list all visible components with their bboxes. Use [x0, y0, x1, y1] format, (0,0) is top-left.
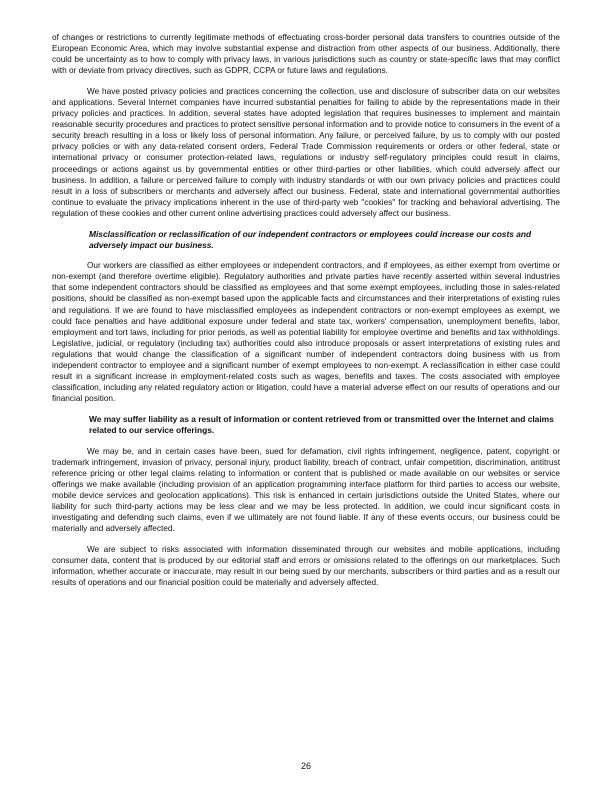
heading-misclassification: Misclassification or reclassification of our independent contractors or employees could increase our costs and adversely impact our business.: [89, 228, 532, 250]
paragraph-data-transfers: of changes or restrictions to currently legitimate methods of effectuating cross-border personal data transfers to countries outside of the European Economic Area, which may involve substantial expense and distraction from other aspects of our business. Additionally, there could be uncertainty as to how to comply with privacy laws, in various jurisdictions such as country or state-specific laws that may conflict with or deviate from privacy directives, such as GDPR, CCPA or future laws and regulations.: [52, 33, 560, 76]
page-number: 26: [300, 761, 311, 771]
heading-liability: We may suffer liability as a result of information or content retrieved from or transmitted over the Internet and claims related to our service offerings.: [89, 413, 554, 435]
paragraph-information-risks: We are subject to risks associated with information disseminated through our websites and mobile applications, including consumer data, content that is produced by our editorial staff and errors or omissions related to the offerings on our marketplaces. Such information, whether accurate or inaccurate, may result in our being sued by our merchants, subscribers or third parties and as a result our results of operations and our financial position could be materially and adversely affected.: [52, 544, 560, 588]
paragraph-privacy-policies: We have posted privacy policies and practices concerning the collection, use and disclosure of subscriber data on our websites and applications. Several Internet companies have incurred substantial penalties for failing to abide by the representations made in their privacy policies and practices. In addition, several states have adopted legislation that requires businesses to implement and maintain reasonable security procedures and practices to protect sensitive personal information and to provide notice to consumers in the event of a security breach resulting in a loss or likely loss of personal information. Any failure, or perceived failure, by us to comply with our posted privacy policies or with any data-related consent orders, Federal Trade Commission requirements or orders or other federal, state or international privacy or consumer protection-related laws, regulations or industry self-regulatory principles could result in claims, proceedings or actions against us by governmental entities or other third-parties or other liabilities, which could adversely affect our business. In addition, a failure or perceived failure to comply with industry standards or with our own privacy policies and practices could result in a loss of subscribers or merchants and adversely affect our business. Federal, state and international governmental authorities continue to evaluate the privacy implications inherent in the use of third-party web "cookies" for tracking and behavioral advertising. The regulation of these cookies and other current online advertising practices could adversely affect our business.: [52, 86, 560, 218]
paragraph-legal-claims: We may be, and in certain cases have been, sued for defamation, civil rights infringement, negligence, patent, copyright or trademark infringement, invasion of privacy, personal injury, product liability, breach of contract, unfair competition, discrimination, antitrust reference pricing or other legal claims relating to information or content that is published or made available on our websites or service offerings we make available (including provision of an application programming interface platform for third parties to access our website, mobile device services and geolocation applications). This risk is enhanced in certain jurisdictions outside the United States, where our liability for such third-party actions may be less clear and we may be less protected. In addition, we could incur significant costs in investigating and defending such claims, even if we ultimately are not found liable. If any of these events occurs, our business could be materially and adversely affected.: [52, 446, 560, 534]
paragraph-worker-classification: Our workers are classified as either employees or independent contractors, and if employees, as either exempt from overtime or non-exempt (and therefore overtime eligible). Regulatory authorities and private parties have recently asserted within several industries that some independent contractors should be classified as employees and that some exempt employees, including those in sales-related positions, should be classified as non-exempt based upon the applicable facts and circumstances and their interpretations of existing rules and regulations. If we are found to have misclassified employees as independent contractors or non-exempt employees as exempt, we could face penalties and have additional exposure under federal and state tax, workers' compensation, unemployment benefits, labor, employment and tort laws, including for prior periods, as well as potential liability for employee overtime and benefits and tax withholdings. Legislative, judicial, or regulatory (including tax) authorities could also introduce proposals or assert interpretations of existing rules and regulations that would change the classification of a significant number of independent contractors doing business with us from independent contractor to employee and a significant number of exempt employees to non-exempt. A reclassification in either case could result in a significant increase in employment-related costs such as wages, benefits and taxes. The costs associated with employee classification, including any related regulatory action or litigation, could have a material adverse effect on our results of operations and our financial position.: [52, 261, 560, 404]
